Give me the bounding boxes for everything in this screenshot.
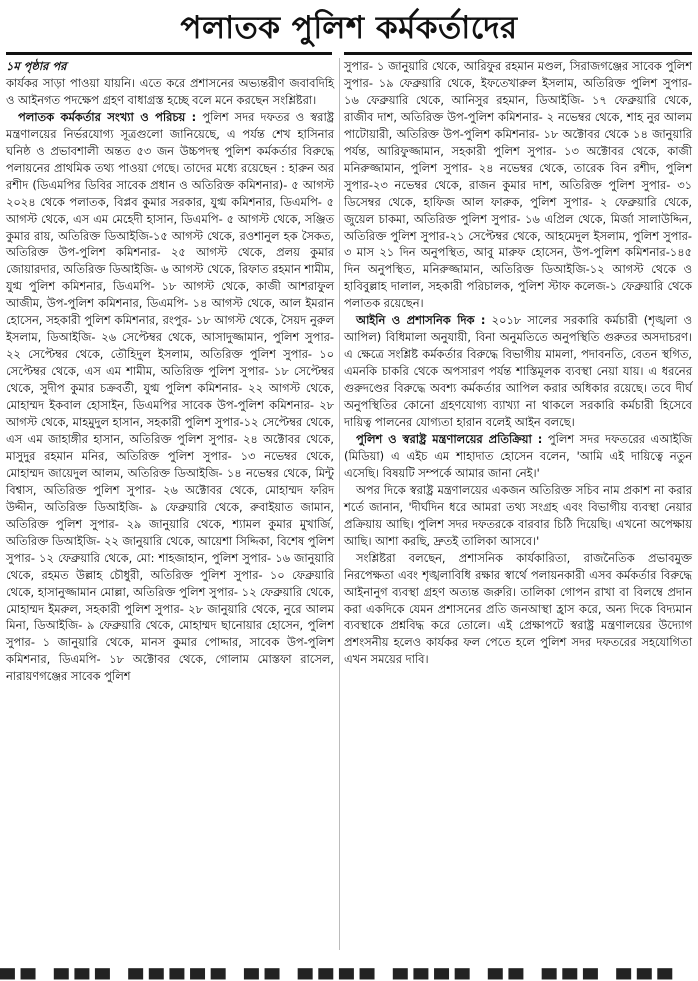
reaction-paragraph-body: পুলিশ সদর দফতরের এআইজি (মিডিয়া) এ এইচ এম শাহাদাত হোসেন বলেন, 'আমি এই দায়িত্বে নতুন এসেছি। বিষয়টি সম্পর্কে আমার জানা নেই।' (344, 431, 693, 480)
article-column-left (6, 58, 334, 685)
continuation-marker: ১ম পৃষ্ঠার পর (6, 59, 67, 73)
legal-paragraph-body: ২০১৮ সালের সরকারি কর্মচারী (শৃঙ্খলা ও আপিল) বিধিমালা অনুযায়ী, বিনা অনুমতিতে অনুপস্থিতি গুরুতর অসদাচরণ। এ ক্ষেত্রে সংশ্লিষ্ট কর্মকর্তার বিরুদ্ধে বিভাগীয় মামলা, পদাবনতি, বেতন স্থগিত, এমনকি চাকরি থেকে অপসারণ পর্যন্ত শাস্তিমূলক ব্যবস্থা নেয়া যায়। এ ধরনের গুরুদণ্ডের বিরুদ্ধে অবশ্য কর্মকর্তার আপিল করার অধিকার রয়েছে। তবে দীর্ঘ অনুপস্থিতির কোনো গ্রহণযোগ্য ব্যাখ্যা না থাকলে সরকারি কর্মচারী হিসেবে দায়িত্ব পালনের যোগ্যতা হারান বলেই আইন বলছে। (344, 313, 692, 430)
intro-paragraph: কার্যকর সাড়া পাওয়া যায়নি। এতে করে প্রশাসনের অভ্যন্তরীণ জবাবদিহি ও আইনগত পদক্ষেপ গ্রহণ বাধাগ্রস্ত হচ্ছে বলে মনে করছেন সংশ্লিষ্টরা। (6, 75, 334, 107)
legal-paragraph (344, 312, 692, 431)
section-heading-officers: পলাতক কর্মকর্তার সংখ্যা ও পরিচয় : (18, 109, 197, 124)
headline: পলাতক পুলিশ কর্মকর্তাদের (180, 10, 518, 46)
closing-paragraph: সংশ্লিষ্টরা বলছেন, প্রশাসনিক কার্যকারিতা, রাজনৈতিক প্রভাবমুক্ত নিরপেক্ষতা এবং শৃঙ্খলাবিধি রক্ষার স্বার্থে পলায়নকারী এসব কর্মকর্তার বিরুদ্ধে আইনানুগ ব্যবস্থা গ্রহণ অত্যন্ত জরুরি। তালিকা গোপন রাখা বা বিলম্বে প্রদান করা একদিকে যেমন প্রশাসনের প্রতি জনআস্থা হ্রাস করে, অন্য দিকে বিদ্যমান ব্যবস্থাকে প্রশ্নবিদ্ধ করে তোলে। এই প্রেক্ষাপটে স্বরাষ্ট্র মন্ত্রণালয়ের উদ্যোগ প্রশংসনীয় হলেও কার্যকর ফল পেতে হলে পুলিশ সদর দফতরের সহযোগিতা এখন সময়ের দাবি। (344, 550, 692, 667)
officers-paragraph (6, 109, 334, 685)
officers-paragraph-body: পুলিশ সদর দফতর ও স্বরাষ্ট্র মন্ত্রণালয়ের নির্ভরযোগ্য সূত্রগুলো জানিয়েছে, এ পর্যন্ত শেখ হাসিনার ঘনিষ্ঠ ও প্রভাবশালী অন্তত ৫৩ জন উচ্চপদস্থ পুলিশ কর্মকর্তার বিরুদ্ধে পলায়নের প্রাথমিক তথ্য পাওয়া গেছে। তাদের মধ্যে রয়েছেন : হারুন অর রশীদ (ডিএমপির ডিবির সাবেক প্রধান ও অতিরিক্ত কমিশনার)- ৫ আগস্ট ২০২৪ থেকে পলাতক, বিপ্লব কুমার সরকার, যুগ্ম কমিশনার, ডিএমপি- ৫ আগস্ট থেকে, এস এম মেহেদী হাসান, ডিএমপি- ৫ আগস্ট থেকে, সঞ্জিত কুমার রায়, অতিরিক্ত ডিআইজি-১৫ আগস্ট থেকে, রওশানুল হক সৈকত, অতিরিক্ত উপ-পুলিশ কমিশনার- ২৫ আগস্ট থেকে, প্রলয় কুমার জোয়ারদার, অতিরিক্ত ডিআইজি- ৬ আগস্ট থেকে, রিফাত রহমান শামীম, যুগ্ম পুলিশ কমিশনার, ডিএমপি- ১৮ আগস্ট থেকে, কাজী আশরাফুল আজীম, উপ-পুলিশ কমিশনার, ডিএমপি- ১৪ আগস্ট থেকে, আল ইমরান হোসেন, সহকারী পুলিশ কমিশনার, রংপুর- ১৮ আগস্ট থেকে, সৈয়দ নুরুল ইসলাম, ডিআইজি- ২৬ সেপ্টেম্বর থেকে, আসাদুজ্জামান, পুলিশ সুপার- ২২ সেপ্টেম্বর থেকে, তৌহিদুল ইসলাম, অতিরিক্ত পুলিশ সুপার- ১০ সেপ্টেম্বর থেকে, এস এম শামীম, অতিরিক্ত পুলিশ সুপার- ১৮ সেপ্টেম্বর থেকে, সুদীপ কুমার চক্রবর্তী, যুগ্ম পুলিশ কমিশনার- ২২ আগস্ট থেকে, মোহাম্মদ ইকবাল হোসাইন, ডিএমপির সাবেক উপ-পুলিশ কমিশনার- ২৮ আগস্ট থেকে, মাহমুদুল হাসান, সহকারী পুলিশ সুপার-১২ সেপ্টেম্বর থেকে, এস এম জাহাঙ্গীর হাসান, অতিরিক্ত পুলিশ সুপার- ২৪ অক্টোবর থেকে, মাসুদুর রহমান মনির, অতিরিক্ত পুলিশ সুপার- ১৩ নভেম্বর থেকে, মোহাম্মদ জায়েদুল আলম, অতিরিক্ত ডিআইজি- ১৪ নভেম্বর থেকে, মিন্টু বিশ্বাস, অতিরিক্ত পুলিশ সুপার- ২৬ অক্টোবর থেকে, মোহাম্মদ ফরিদ উদ্দীন, অতিরিক্ত ডিআইজি- ৯ ফেব্রুয়ারি থেকে, রুবাইয়াত জামান, অতিরিক্ত পুলিশ সুপার- ২৯ জানুয়ারি থেকে, শ্যামল কুমার মুখার্জি, অতিরিক্ত ডিআইজি- ২২ জানুয়ারি থেকে, আয়েশা সিদ্দিকা, বিশেষ পুলিশ সুপার- ১২ ফেব্রুয়ারি থেকে, মো: শাহজাহান, পুলিশ সুপার- ১৬ জানুয়ারি থেকে, রহমত উল্লাহ চৌধুরী, অতিরিক্ত পুলিশ সুপার- ১০ ফেব্রুয়ারি থেকে, হাসানুজ্জামান মোল্লা, অতিরিক্ত পুলিশ সুপার- ১২ ফেব্রুয়ারি থেকে, মোহাম্মদ ইমরুল, সহকারী পুলিশ সুপার- ২৮ জানুয়ারি থেকে, নুরে আলম মিনা, ডিআইজি- ৯ ফেব্রুয়ারি থেকে, মোহাম্মদ ছানোয়ার হোসেন, পুলিশ সুপার- ১ জানুয়ারি থেকে, মানস কুমার পোদ্দার, সাবেক উপ-পুলিশ কমিশনার, ডিএমপি- ১৮ অক্টোবর থেকে, গোলাম মোস্তফা রাসেল, নারায়ণগঞ্জের সাবেক পুলিশ (6, 109, 335, 684)
headline-rule-right (344, 52, 692, 55)
officers-continuation: সুপার- ১ জানুয়ারি থেকে, আরিফুর রহমান মণ্ডল, সিরাজগঞ্জের সাবেক পুলিশ সুপার- ১৯ ফেব্রুয়ারি থেকে, ইফতেখারুল ইসলাম, অতিরিক্ত পুলিশ সুপার- ১৬ ফেব্রুয়ারি থেকে, আনিসুর রহমান, ডিআইজি- ১৭ ফেব্রুয়ারি থেকে, রাজীব দাশ, অতিরিক্ত উপ-পুলিশ কমিশনার- ২ নভেম্বর থেকে, শাহ নুর আলম পাটোয়ারী, অতিরিক্ত উপ-পুলিশ কমিশনার- ১৮ অক্টোবর থেকে ১৪ জানুয়ারি পর্যন্ত, আরিফুজ্জামান, সহকারী পুলিশ সুপার- ১৩ অক্টোবর থেকে, কাজী মনিরুজ্জামান, পুলিশ সুপার- ২৪ নভেম্বর থেকে, তারেক বিন রশীদ, পুলিশ সুপার-২৩ নভেম্বর থেকে, রাজন কুমার দাশ, অতিরিক্ত পুলিশ সুপার- ৩১ ডিসেম্বর থেকে, হাফিজ আল ফারুক, পুলিশ সুপার- ২ ফেব্রুয়ারি থেকে, জুয়েল চাকমা, অতিরিক্ত পুলিশ সুপার- ১৬ এপ্রিল থেকে, মির্জা সালাউদ্দিন, অতিরিক্ত পুলিশ সুপার-২১ সেপ্টেম্বর থেকে, আহমেদুল ইসলাম, পুলিশ সুপার- ৩ মাস ২১ দিন অনুপস্থিত, আবু মারুফ হোসেন, উপ-পুলিশ কমিশনার-১৪৫ দিন অনুপস্থিত, মনিরুজ্জামান, অতিরিক্ত ডিআইজি-১২ আগস্ট থেকে ও হাবিবুল্লাহ দালাল, সহকারী পরিচালক, পুলিশ স্টাফ কলেজ-১ ফেব্রুয়ারি থেকে পলাতক রয়েছেন। (344, 59, 692, 311)
headline-rule-left (6, 52, 332, 55)
ministry-paragraph: অপর দিকে স্বরাষ্ট্র মন্ত্রণালয়ের একজন অতিরিক্ত সচিব নাম প্রকাশ না করার শর্তে জানান, 'দীর্ঘদিন ধরে আমরা তথ্য সংগ্রহ এবং বিভাগীয় ব্যবস্থা নেয়ার প্রক্রিয়ায় আছি। পুলিশ সদর দফতরকে বারবার চিঠি দিয়েছি। এখনো অপেক্ষায় আছি। আশা করছি, দ্রুতই তালিকা আসবে।' (344, 482, 692, 548)
section-heading-legal: আইনি ও প্রশাসনিক দিক : (356, 313, 486, 328)
article-column-right (344, 58, 692, 668)
reaction-paragraph (344, 431, 692, 482)
continuation-line (6, 58, 334, 75)
section-heading-reaction: পুলিশ ও স্বরাষ্ট্র মন্ত্রণালয়ের প্রতিক্রিয়া : (356, 431, 543, 446)
column-divider (339, 58, 340, 950)
next-headline-cropped: ▀▀ ▀▀▀ ▀▀▀▀▀ ▀▀ ▀▀▀▀ ▀▀▀▀ ▀▀ ▀▀▀ ▀▀▀ (0, 969, 679, 981)
